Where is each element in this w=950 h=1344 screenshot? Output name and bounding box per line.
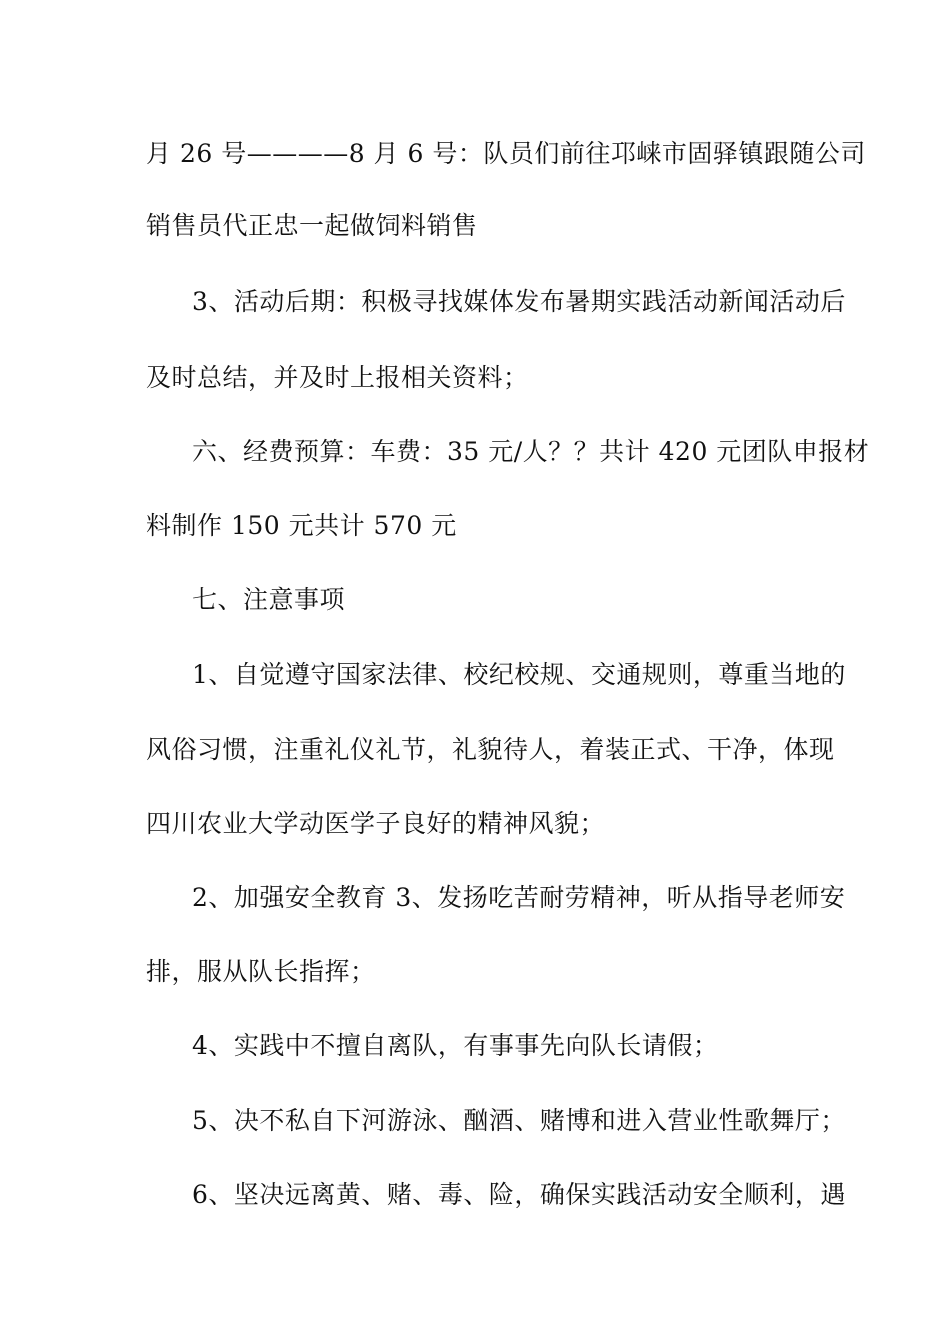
text-line-note-5: 5、决不私自下河游泳、酗酒、赌博和进入营业性歌舞厅； xyxy=(192,1106,846,1135)
text-line-note-3-end: 排，服从队长指挥； xyxy=(146,957,376,986)
text-line-schedule-continued: 月 26 号————8 月 6 号：队员们前往邛崃市固驿镇跟随公司 xyxy=(146,139,866,168)
text-line-note-1-continued: 风俗习惯，注重礼仪礼节，礼貌待人，着装正式、干净，体现 xyxy=(146,735,835,764)
text-line-summary-report: 及时总结，并及时上报相关资料； xyxy=(146,363,529,392)
text-line-note-1-end: 四川农业大学动医学子良好的精神风貌； xyxy=(146,809,606,838)
text-line-note-1: 1、自觉遵守国家法律、校纪校规、交通规则，尊重当地的 xyxy=(192,660,846,689)
text-line-sales-activity: 销售员代正忠一起做饲料销售 xyxy=(146,211,478,240)
text-line-budget-total: 料制作 150 元共计 570 元 xyxy=(146,511,457,540)
text-line-budget-heading: 六、经费预算：车费：35 元/人？？共计 420 元团队申报材 xyxy=(192,437,870,466)
text-line-activity-later-stage: 3、活动后期：积极寻找媒体发布暑期实践活动新闻活动后 xyxy=(192,287,846,316)
section-heading-notes: 七、注意事项 xyxy=(192,585,346,614)
text-line-note-4: 4、实践中不擅自离队，有事事先向队长请假； xyxy=(192,1031,719,1060)
text-line-note-6: 6、坚决远离黄、赌、毒、险，确保实践活动安全顺利，遇 xyxy=(192,1180,846,1209)
text-line-note-2-3: 2、加强安全教育 3、发扬吃苦耐劳精神，听从指导老师安 xyxy=(192,883,846,912)
